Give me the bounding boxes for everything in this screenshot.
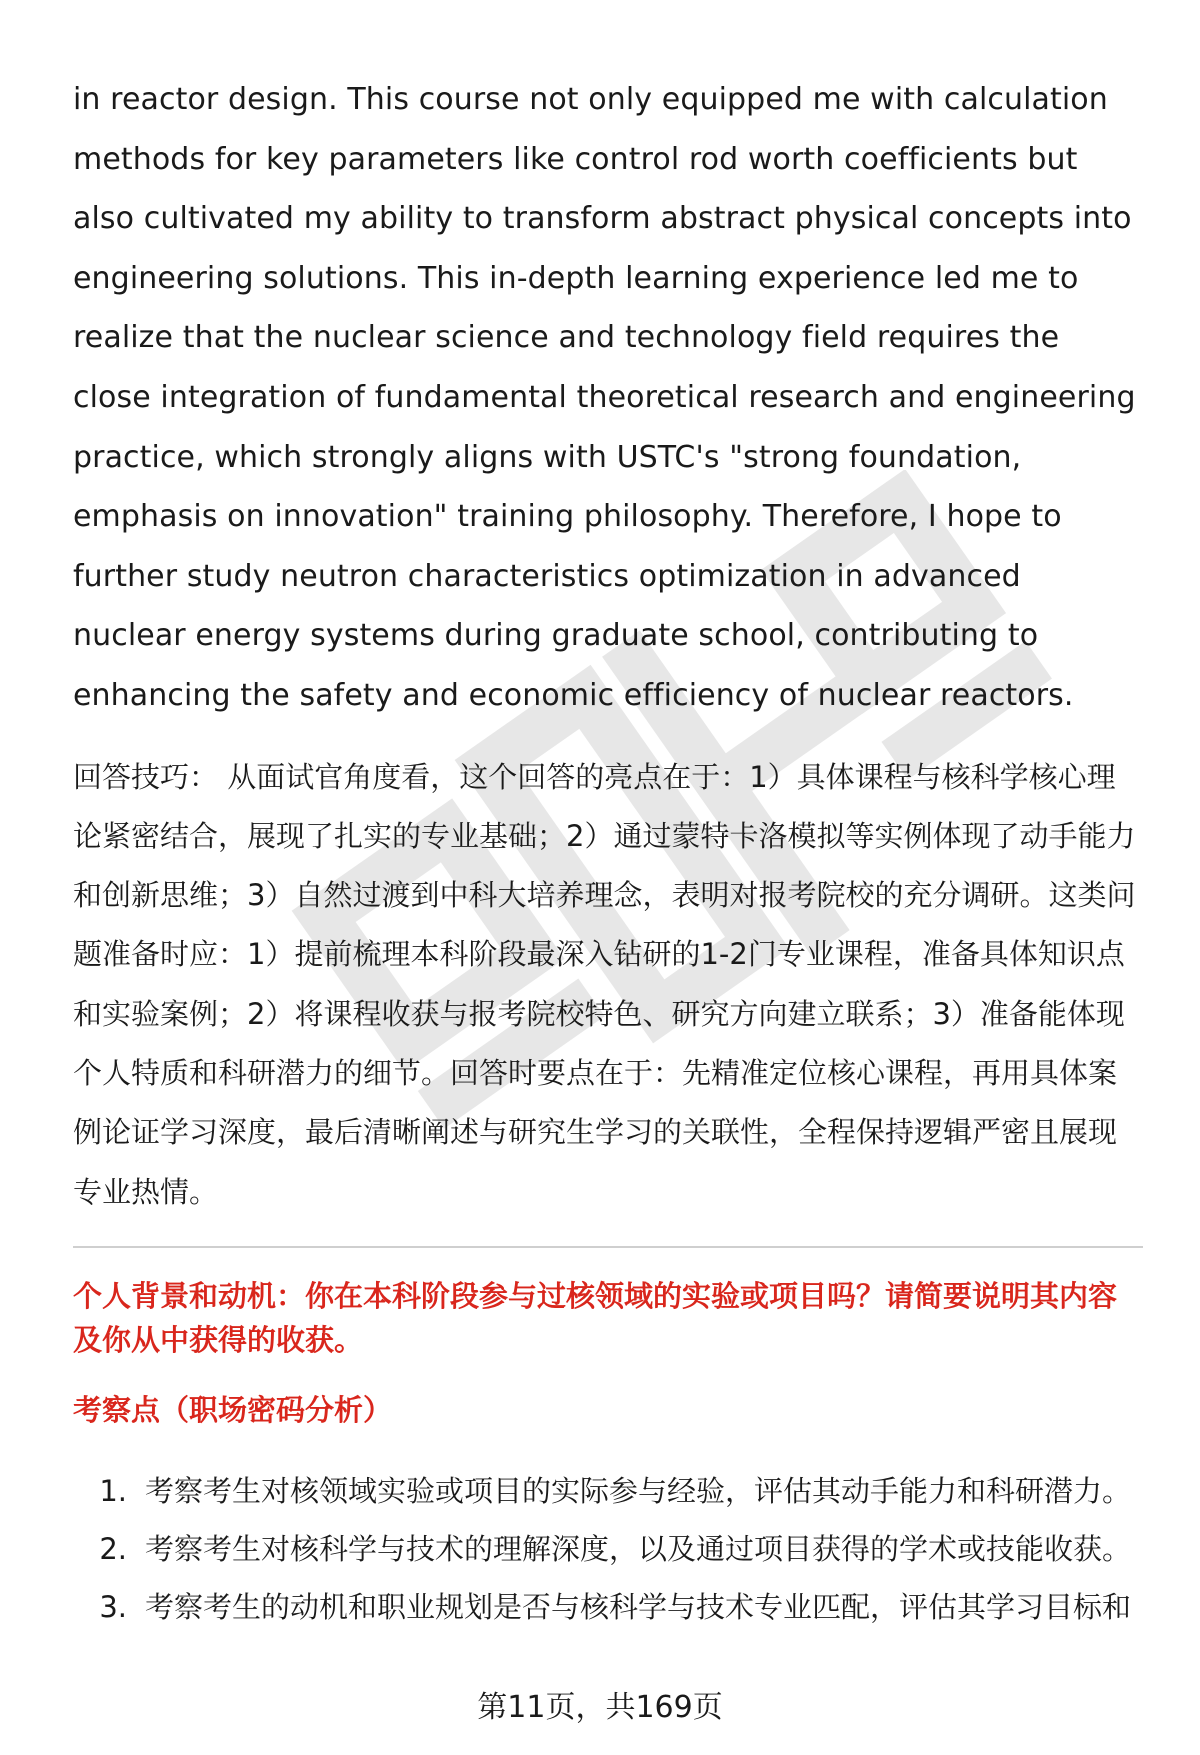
list-item xyxy=(73,1578,1143,1636)
answer-tips-paragraph: 回答技巧： 从面试官角度看，这个回答的亮点在于：1）具体课程与核科学核心理论紧密结合，展现了扎实的专业基础；2）通过蒙特卡洛模拟等实例体现了动手能力和创新思维；3）自然过渡到中科大培养理念，表明对报考院校的充分调研。这类问题准备时应：1）提前梳理本科阶段最深入钻研的1-2门专业课程，准备具体知识点和实验案例；2）将课程收获与报考院校特色、研究方向建立联系；3）准备能体现个人特质和科研潜力的细节。回答时要点在于：先精准定位核心课程，再用具体案例论证学习深度，最后清晰阐述与研究生学习的关联性，全程保持逻辑严密且展现专业热情。 xyxy=(73,759,1136,1209)
english-paragraph: in reactor design. This course not only equipped me with calculation methods for key parameters like control rod worth coefficients but also cultivated my ability to transform abstract physical concepts into engineering solutions. This in-depth learning experience led me to realize that the nuclear science and technology field requires the close integration of fundamental theoretical research and engineering practice, which strongly aligns with USTC's "strong foundation, emphasis on innovation" training philosophy. Therefore, I hope to further study neutron characteristics optimization in advanced nuclear energy systems during graduate school, contributing to enhancing the safety and economic efficiency of nuclear reactors. xyxy=(73,82,1136,713)
list-item xyxy=(73,1520,1143,1578)
page-footer: 第11页，共169页 xyxy=(477,1690,723,1725)
section-divider xyxy=(73,1246,1143,1248)
content-area xyxy=(73,70,1143,1636)
list-item-number: 1. xyxy=(99,1473,127,1508)
list-item-text: 考察考生对核科学与技术的理解深度，以及通过项目获得的学术或技能收获。 xyxy=(145,1531,1132,1566)
list-item-number: 3. xyxy=(99,1589,127,1624)
list-item xyxy=(73,1462,1143,1520)
list-item-text: 考察考生对核领域实验或项目的实际参与经验，评估其动手能力和科研潜力。 xyxy=(145,1473,1132,1508)
list-item-text: 考察考生的动机和职业规划是否与核科学与技术专业匹配，评估其学习目标和 xyxy=(145,1589,1132,1624)
section-title: 考察点（职场密码分析） xyxy=(73,1392,393,1427)
list-item-number: 2. xyxy=(99,1531,127,1566)
question-heading: 个人背景和动机：你在本科阶段参与过核领域的实验或项目吗？请简要说明其内容及你从中获得的收获。 xyxy=(73,1278,1118,1357)
assessment-points-list xyxy=(73,1462,1143,1636)
